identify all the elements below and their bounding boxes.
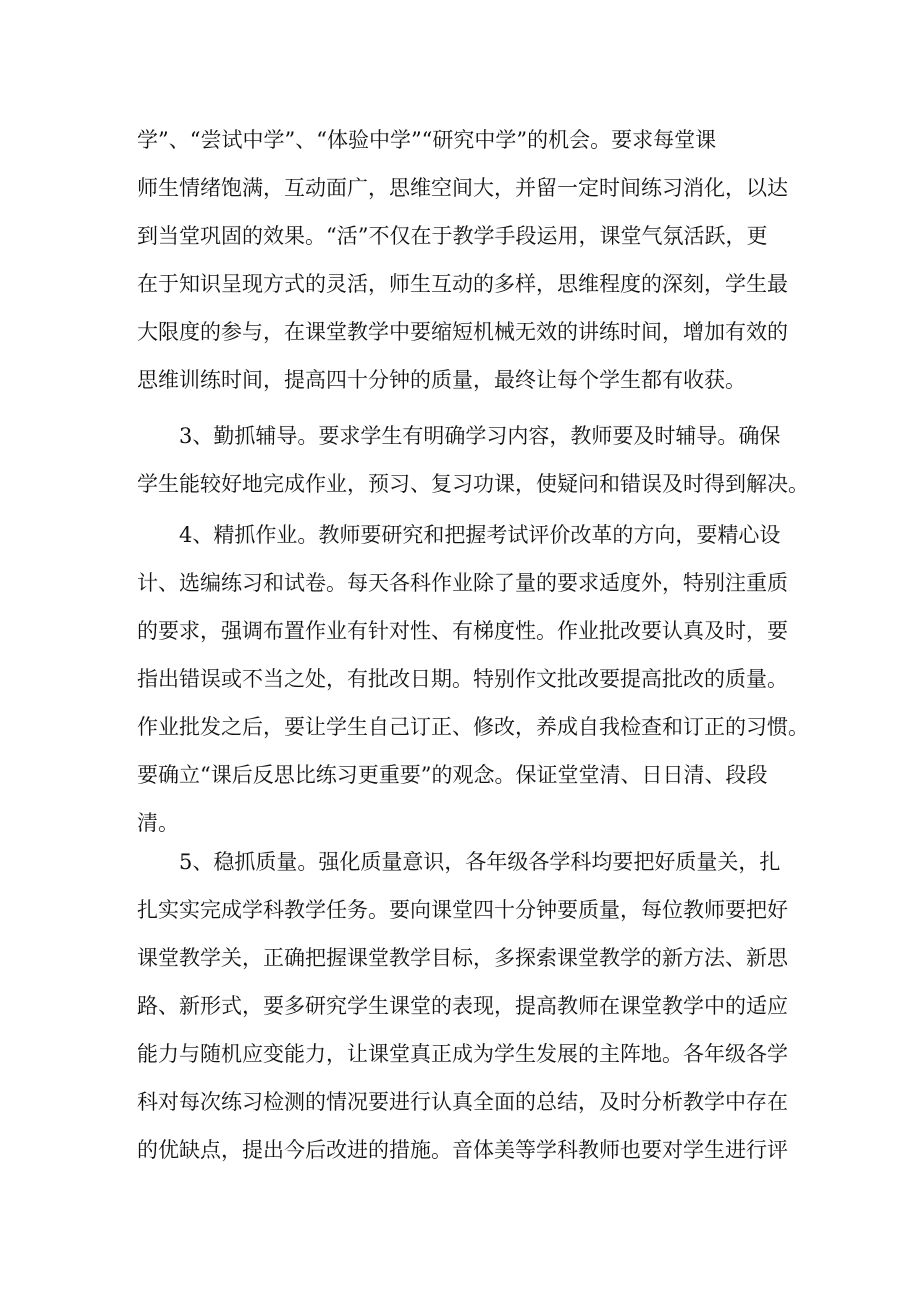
text-line: 在于知识呈现方式的灵活，师生互动的多样，思维程度的深刻，学生最: [137, 272, 788, 296]
text-line: 大限度的参与，在课堂教学中要缩短机械无效的讲练时间，增加有效的: [137, 320, 788, 344]
text-line: 计、选编练习和试卷。每天各科作业除了量的要求适度外，特别注重质: [137, 571, 788, 595]
text-line: 学”、“尝试中学”、“体验中学”“研究中学”的机会。要求每堂课: [137, 128, 717, 152]
text-line: 学生能较好地完成作业，预习、复习功课，使疑问和错误及时得到解决。: [137, 472, 809, 496]
text-line: 能力与随机应变能力，让课堂真正成为学生发展的主阵地。各年级各学: [137, 1042, 788, 1066]
paragraph-continuation: [137, 116, 787, 404]
text-line: 要确立“课后反思比练习更重要”的观念。保证堂堂清、日日清、段段: [137, 763, 768, 787]
text-line: 思维训练时间，提高四十分钟的质量，最终让每个学生都有收获。: [137, 368, 746, 392]
paragraph-quality: [137, 838, 787, 1174]
text-line: 师生情绪饱满，互动面广，思维空间大，并留一定时间练习消化，以达: [137, 176, 788, 200]
text-line: 路、新形式，要多研究学生课堂的表现，提高教师在课堂教学中的适应: [137, 994, 788, 1018]
text-line: 到当堂巩固的效果。“活”不仅在于教学手段运用，课堂气氛活跃，更: [137, 224, 768, 248]
text-line: 4、精抓作业。教师要研究和把握考试评价改革的方向，要精心设: [179, 523, 781, 547]
text-line: 清。: [137, 811, 179, 835]
paragraph-homework: [137, 511, 809, 847]
text-line: 指出错误或不当之处，有批改日期。特别作文批改要提高批改的质量。: [137, 667, 788, 691]
paragraph-tutoring: [137, 412, 809, 508]
text-line: 扎实实完成学科教学任务。要向课堂四十分钟要质量，每位教师要把好: [137, 898, 788, 922]
text-line: 科对每次练习检测的情况要进行认真全面的总结，及时分析教学中存在: [137, 1090, 788, 1114]
text-line: 课堂教学关，正确把握课堂教学目标，多探索课堂教学的新方法、新思: [137, 946, 788, 970]
text-line: 3、勤抓辅导。要求学生有明确学习内容，教师要及时辅导。确保: [179, 424, 781, 448]
text-line: 的要求，强调布置作业有针对性、有梯度性。作业批改要认真及时，要: [137, 619, 788, 643]
text-line: 作业批发之后，要让学生自己订正、修改，养成自我检查和订正的习惯。: [137, 715, 809, 739]
text-line: 的优缺点，提出今后改进的措施。音体美等学科教师也要对学生进行评: [137, 1138, 788, 1162]
text-line: 5、稳抓质量。强化质量意识，各年级各学科均要把好质量关，扎: [179, 850, 781, 874]
